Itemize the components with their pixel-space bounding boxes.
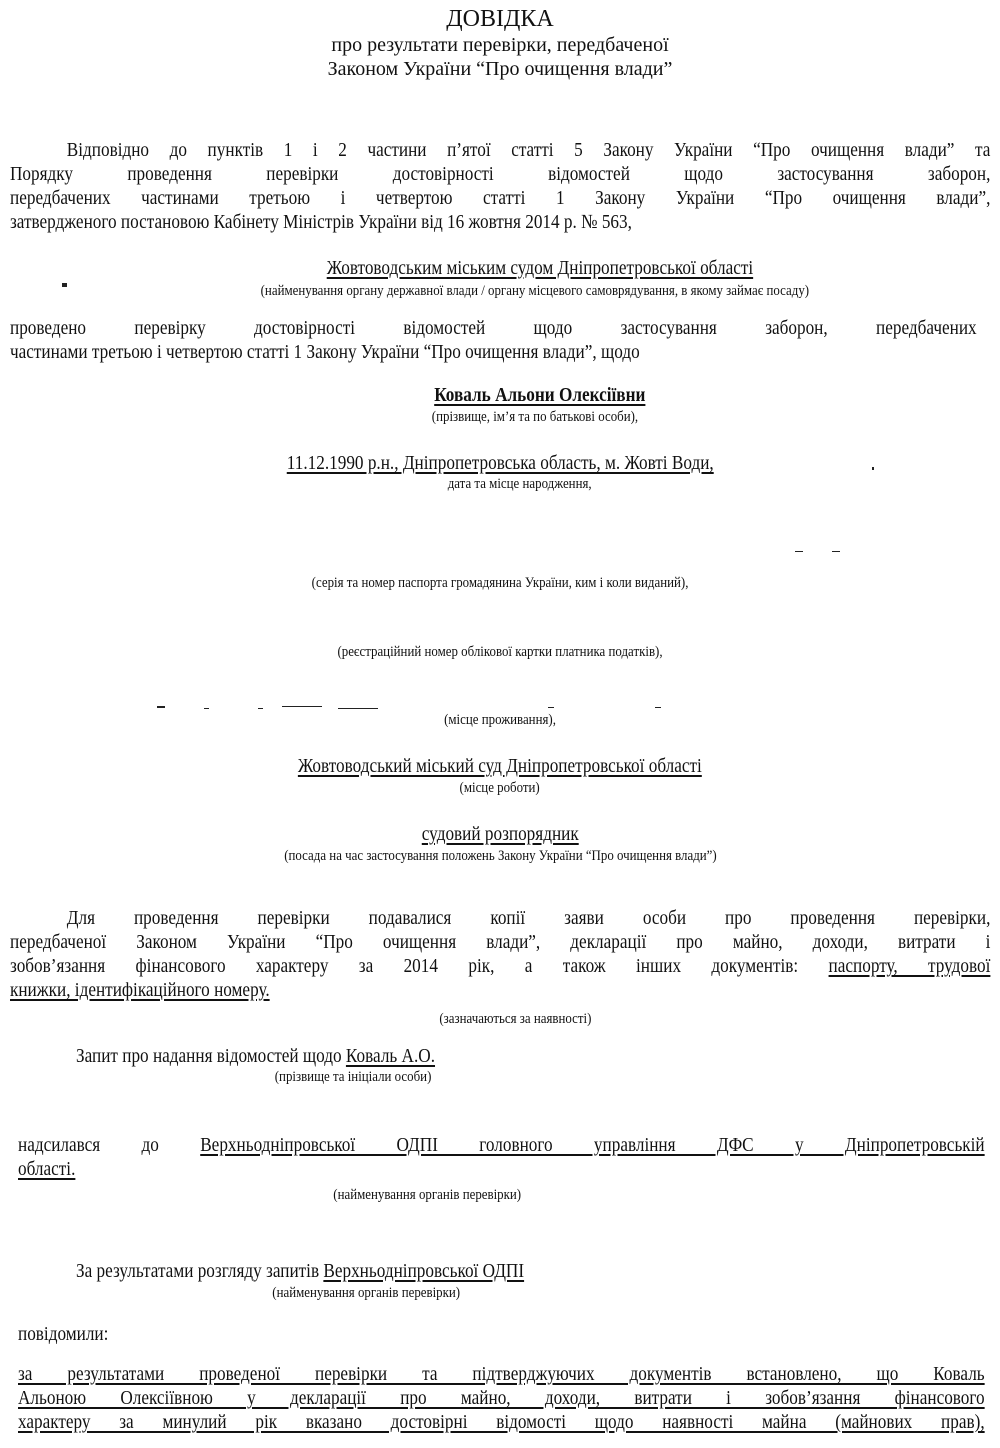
request-person: Коваль А.О. <box>345 1045 436 1067</box>
conclusion-paragraph <box>18 1362 1000 1434</box>
workplace-caption: (місце роботи) <box>459 780 541 796</box>
residence-caption-row <box>0 711 1000 729</box>
documents-caption: (зазначаються за наявності) <box>438 1011 592 1027</box>
sent-to-caption: (найменування органів перевірки) <box>333 1187 522 1203</box>
workplace-field <box>0 754 1000 778</box>
position-caption: (посада на час застосування положень Закону України “Про очищення влади”) <box>283 848 717 864</box>
documents-line-1: Для проведення перевірки подавалися копії заяви особи про проведення перевірки, <box>66 907 991 929</box>
documents-line-3-text: зобов’язання фінансового характеру за 2014 рік, а також інших документів: <box>10 955 829 977</box>
sent-to-paragraph <box>18 1133 1000 1181</box>
sent-to-organ: Верхньодніпровської ОДПІ головного управління ДФС у Дніпропетровській <box>200 1134 985 1156</box>
person-name: Коваль Альони Олексіївни <box>434 384 646 406</box>
authority-field <box>0 256 1000 280</box>
workplace-value: Жовтоводський міський суд Дніпропетровської області <box>298 755 702 777</box>
results-caption: (найменування органів перевірки) <box>272 1285 461 1301</box>
document-subtitle-line1: про результати перевірки, передбаченої <box>331 34 669 56</box>
sent-to-caption-row <box>318 1186 536 1204</box>
request-caption: (прізвище та ініціали особи) <box>274 1069 432 1085</box>
reported-label-row <box>18 1322 418 1346</box>
position-field <box>0 822 1000 846</box>
intro-paragraph <box>10 138 1000 234</box>
workplace-caption-row <box>0 779 1000 797</box>
documents-line-3 <box>10 954 990 978</box>
birth-caption: дата та місце народження, <box>448 476 592 492</box>
conclusion-line-2: Альоною Олексіївною у декларації про майно, доходи, витрати і зобов’язання фінансового <box>18 1387 985 1409</box>
document-subtitle-line2: Законом України “Про очищення влади” <box>327 58 673 80</box>
authority-caption: (найменування органу державної влади / органу місцевого самоврядування, в якому займає посаду) <box>260 283 810 299</box>
passport-caption-row <box>0 574 1000 592</box>
person-field <box>0 383 1000 407</box>
conclusion-line-3: характеру за минулий рік вказано достовірні відомості щодо наявності майна (майнових прав), <box>18 1411 985 1433</box>
results-line <box>76 1259 1000 1283</box>
scan-speck <box>338 708 378 709</box>
residence-caption: (місце проживання), <box>444 712 556 728</box>
results-organ: Верхньодніпровської ОДПІ <box>323 1260 525 1282</box>
scan-speck <box>872 467 874 470</box>
birth-field <box>0 451 1000 475</box>
sent-to-line-1 <box>18 1133 985 1157</box>
birth-value: 11.12.1990 р.н., Дніпропетровська область, м. Жовті Води, <box>286 452 714 474</box>
sent-to-organ-end: області. <box>18 1158 76 1180</box>
sent-to-prefix: надсилався до <box>18 1134 201 1156</box>
authority-value: Жовтоводським міським судом Дніпропетровської області <box>326 257 754 279</box>
scan-speck <box>282 706 322 707</box>
intro-line-4: затвердженого постановою Кабінету Міністрів України від 16 жовтня 2014 р. № 563, <box>10 211 632 233</box>
authority-caption-row <box>0 282 1000 300</box>
check-line-1: проведено перевірку достовірності відомостей щодо застосування заборон, передбачених <box>10 317 977 339</box>
scan-speck <box>655 707 661 708</box>
documents-list-end: книжки, ідентифікаційного номеру. <box>10 979 270 1001</box>
intro-line-2: Порядку проведення перевірки достовірності відомостей щодо застосування заборон, <box>10 163 991 185</box>
scan-speck <box>548 707 554 708</box>
documents-caption-row <box>0 1010 1000 1028</box>
scan-speck <box>258 708 263 709</box>
results-caption-row <box>257 1284 475 1302</box>
request-text <box>76 1044 1000 1068</box>
passport-caption: (серія та номер паспорта громадянина України, ким і коли виданий), <box>311 575 689 591</box>
request-caption-row <box>262 1068 444 1086</box>
position-value: судовий розпорядник <box>421 823 579 845</box>
conclusion-line-1: за результатами проведеної перевірки та підтверджуючих документів встановлено, що Коваль <box>18 1363 985 1385</box>
intro-line-3: передбачених частинами третьою і четвертою статті 1 Закону України “Про очищення влади”, <box>10 187 991 209</box>
person-caption: (прізвище, ім’я та по батькові особи), <box>431 409 639 425</box>
documents-line-4 <box>10 978 990 1002</box>
scan-speck <box>795 551 803 552</box>
check-line-2: частинами третьою і четвертою статті 1 Закону України “Про очищення влади”, щодо <box>10 341 640 363</box>
document-title: ДОВІДКА <box>446 6 554 32</box>
check-statement <box>10 316 1000 364</box>
birth-caption-row <box>0 475 1000 493</box>
documents-list-start: паспорту, трудової <box>828 955 991 977</box>
reported-label: повідомили: <box>18 1323 109 1345</box>
request-prefix: Запит про надання відомостей щодо <box>76 1045 346 1067</box>
scan-speck <box>157 706 165 708</box>
scan-speck <box>832 551 840 552</box>
documents-paragraph <box>10 906 1000 1002</box>
documents-line-2: передбаченої Законом України “Про очищення влади”, декларації про майно, доходи, витрати і <box>10 931 991 953</box>
tax-number-caption-row <box>0 643 1000 661</box>
request-line <box>76 1044 1000 1068</box>
position-caption-row <box>0 847 1000 865</box>
sent-to-line-2 <box>18 1157 998 1181</box>
results-text <box>76 1259 1000 1283</box>
intro-line-1: Відповідно до пунктів 1 і 2 частини п’ятої статті 5 Закону України “Про очищення влади” та <box>66 139 991 161</box>
person-caption-row <box>0 408 1000 426</box>
tax-number-caption: (реєстраційний номер облікової картки платника податків), <box>337 644 663 660</box>
scan-speck <box>204 708 209 709</box>
results-prefix: За результатами розгляду запитів <box>76 1260 324 1282</box>
